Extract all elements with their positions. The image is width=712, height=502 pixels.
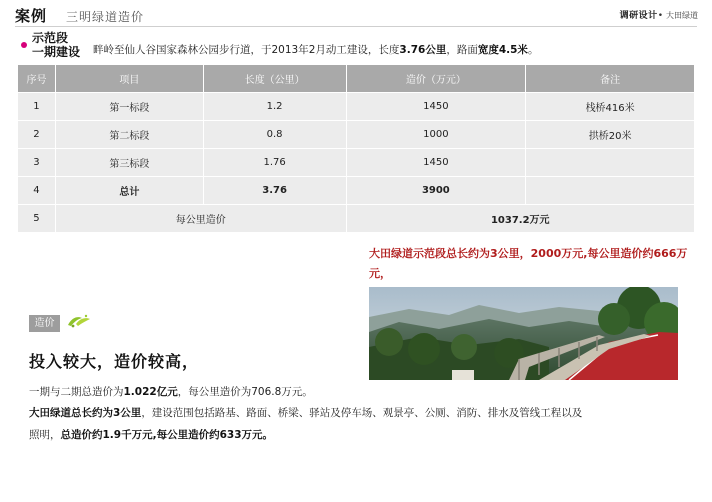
p2-b: ，建设范围包括路基、路面、桥梁、驿站及停车场、观景亭、公厕、消防、排水及管线工程以及 [141, 407, 583, 419]
header-divider [15, 26, 697, 27]
summary-line-3 [29, 427, 273, 442]
column-header: 长度（公里） [203, 65, 346, 93]
section-label-1: 示范段 [32, 31, 69, 45]
intro-width: 宽度4.5米 [477, 44, 528, 56]
brand-name: 调研设计 [619, 11, 658, 21]
cell-no: 4 [18, 177, 56, 205]
cell-item: 第一标段 [55, 93, 203, 121]
table-row-total [18, 177, 695, 205]
p3-a: 照明， [29, 429, 61, 441]
table-row [18, 93, 695, 121]
brand-project: 大田绿道 [666, 11, 698, 20]
brand-separator: • [657, 11, 663, 21]
column-header: 序号 [18, 65, 56, 93]
cell-no: 5 [18, 205, 56, 233]
cell-note [526, 149, 695, 177]
cell-no: 2 [18, 121, 56, 149]
page-title: 案例 [15, 7, 48, 25]
leaf-icon [66, 313, 92, 329]
cell-per-km-value: 1037.2万元 [346, 205, 695, 233]
greenway-photo [369, 287, 678, 380]
p2-a: 大田绿道总长约为3公里 [29, 407, 142, 419]
intro-length: 3.76公里 [399, 44, 447, 56]
cell-note: 拱桥20米 [526, 121, 695, 149]
table-row [18, 149, 695, 177]
page-subtitle: 三明绿道造价 [66, 10, 145, 24]
p3-b: 总造价约1.9千万元,每公里造价约633万元。 [60, 429, 274, 441]
cell-length: 3.76 [203, 177, 346, 205]
summary-heading: 投入较大，造价较高， [29, 352, 200, 371]
table-row-per-km [18, 205, 695, 233]
cell-length: 1.76 [203, 149, 346, 177]
cell-item: 总计 [55, 177, 203, 205]
bullet-dot-icon [21, 42, 27, 48]
cell-no: 3 [18, 149, 56, 177]
cell-item: 第三标段 [55, 149, 203, 177]
p1-a: 一期与二期总造价为 [29, 386, 124, 398]
cell-note [526, 177, 695, 205]
cell-note: 栈桥416米 [526, 93, 695, 121]
summary-line-2 [29, 405, 582, 420]
cell-cost: 1450 [346, 93, 526, 121]
cell-length: 0.8 [203, 121, 346, 149]
intro-end: 。 [527, 44, 539, 56]
intro-part1: 畔岭至仙人谷国家森林公园步行道，于2013年2月动工建设，长度 [93, 44, 400, 56]
highlight-note: 大田绿道示范段总长约为3公里，2000万元,每公里造价约666万元， [369, 247, 688, 280]
table-header-row [18, 65, 695, 93]
price-tag-label: 造价 [29, 315, 60, 332]
intro-text [93, 42, 538, 57]
cell-length: 1.2 [203, 93, 346, 121]
cell-no: 1 [18, 93, 56, 121]
greenway-photo-illustration [369, 287, 678, 380]
header-bar [0, 0, 712, 30]
intro-part2: ，路面 [446, 44, 478, 56]
column-header: 造价（万元） [346, 65, 526, 93]
p1-b: 1.022亿元 [123, 386, 178, 398]
cell-cost: 3900 [346, 177, 526, 205]
section-label-2: 一期建设 [32, 45, 81, 59]
cell-per-km-label: 每公里造价 [55, 205, 346, 233]
cost-table [17, 64, 695, 233]
cell-cost: 1450 [346, 149, 526, 177]
column-header: 备注 [526, 65, 695, 93]
table-row [18, 121, 695, 149]
cell-cost: 1000 [346, 121, 526, 149]
column-header: 项目 [55, 65, 203, 93]
cell-item: 第二标段 [55, 121, 203, 149]
p1-c: ，每公里造价为706.8万元。 [177, 386, 313, 398]
summary-line-1 [29, 384, 313, 399]
brand-logo [620, 8, 698, 21]
